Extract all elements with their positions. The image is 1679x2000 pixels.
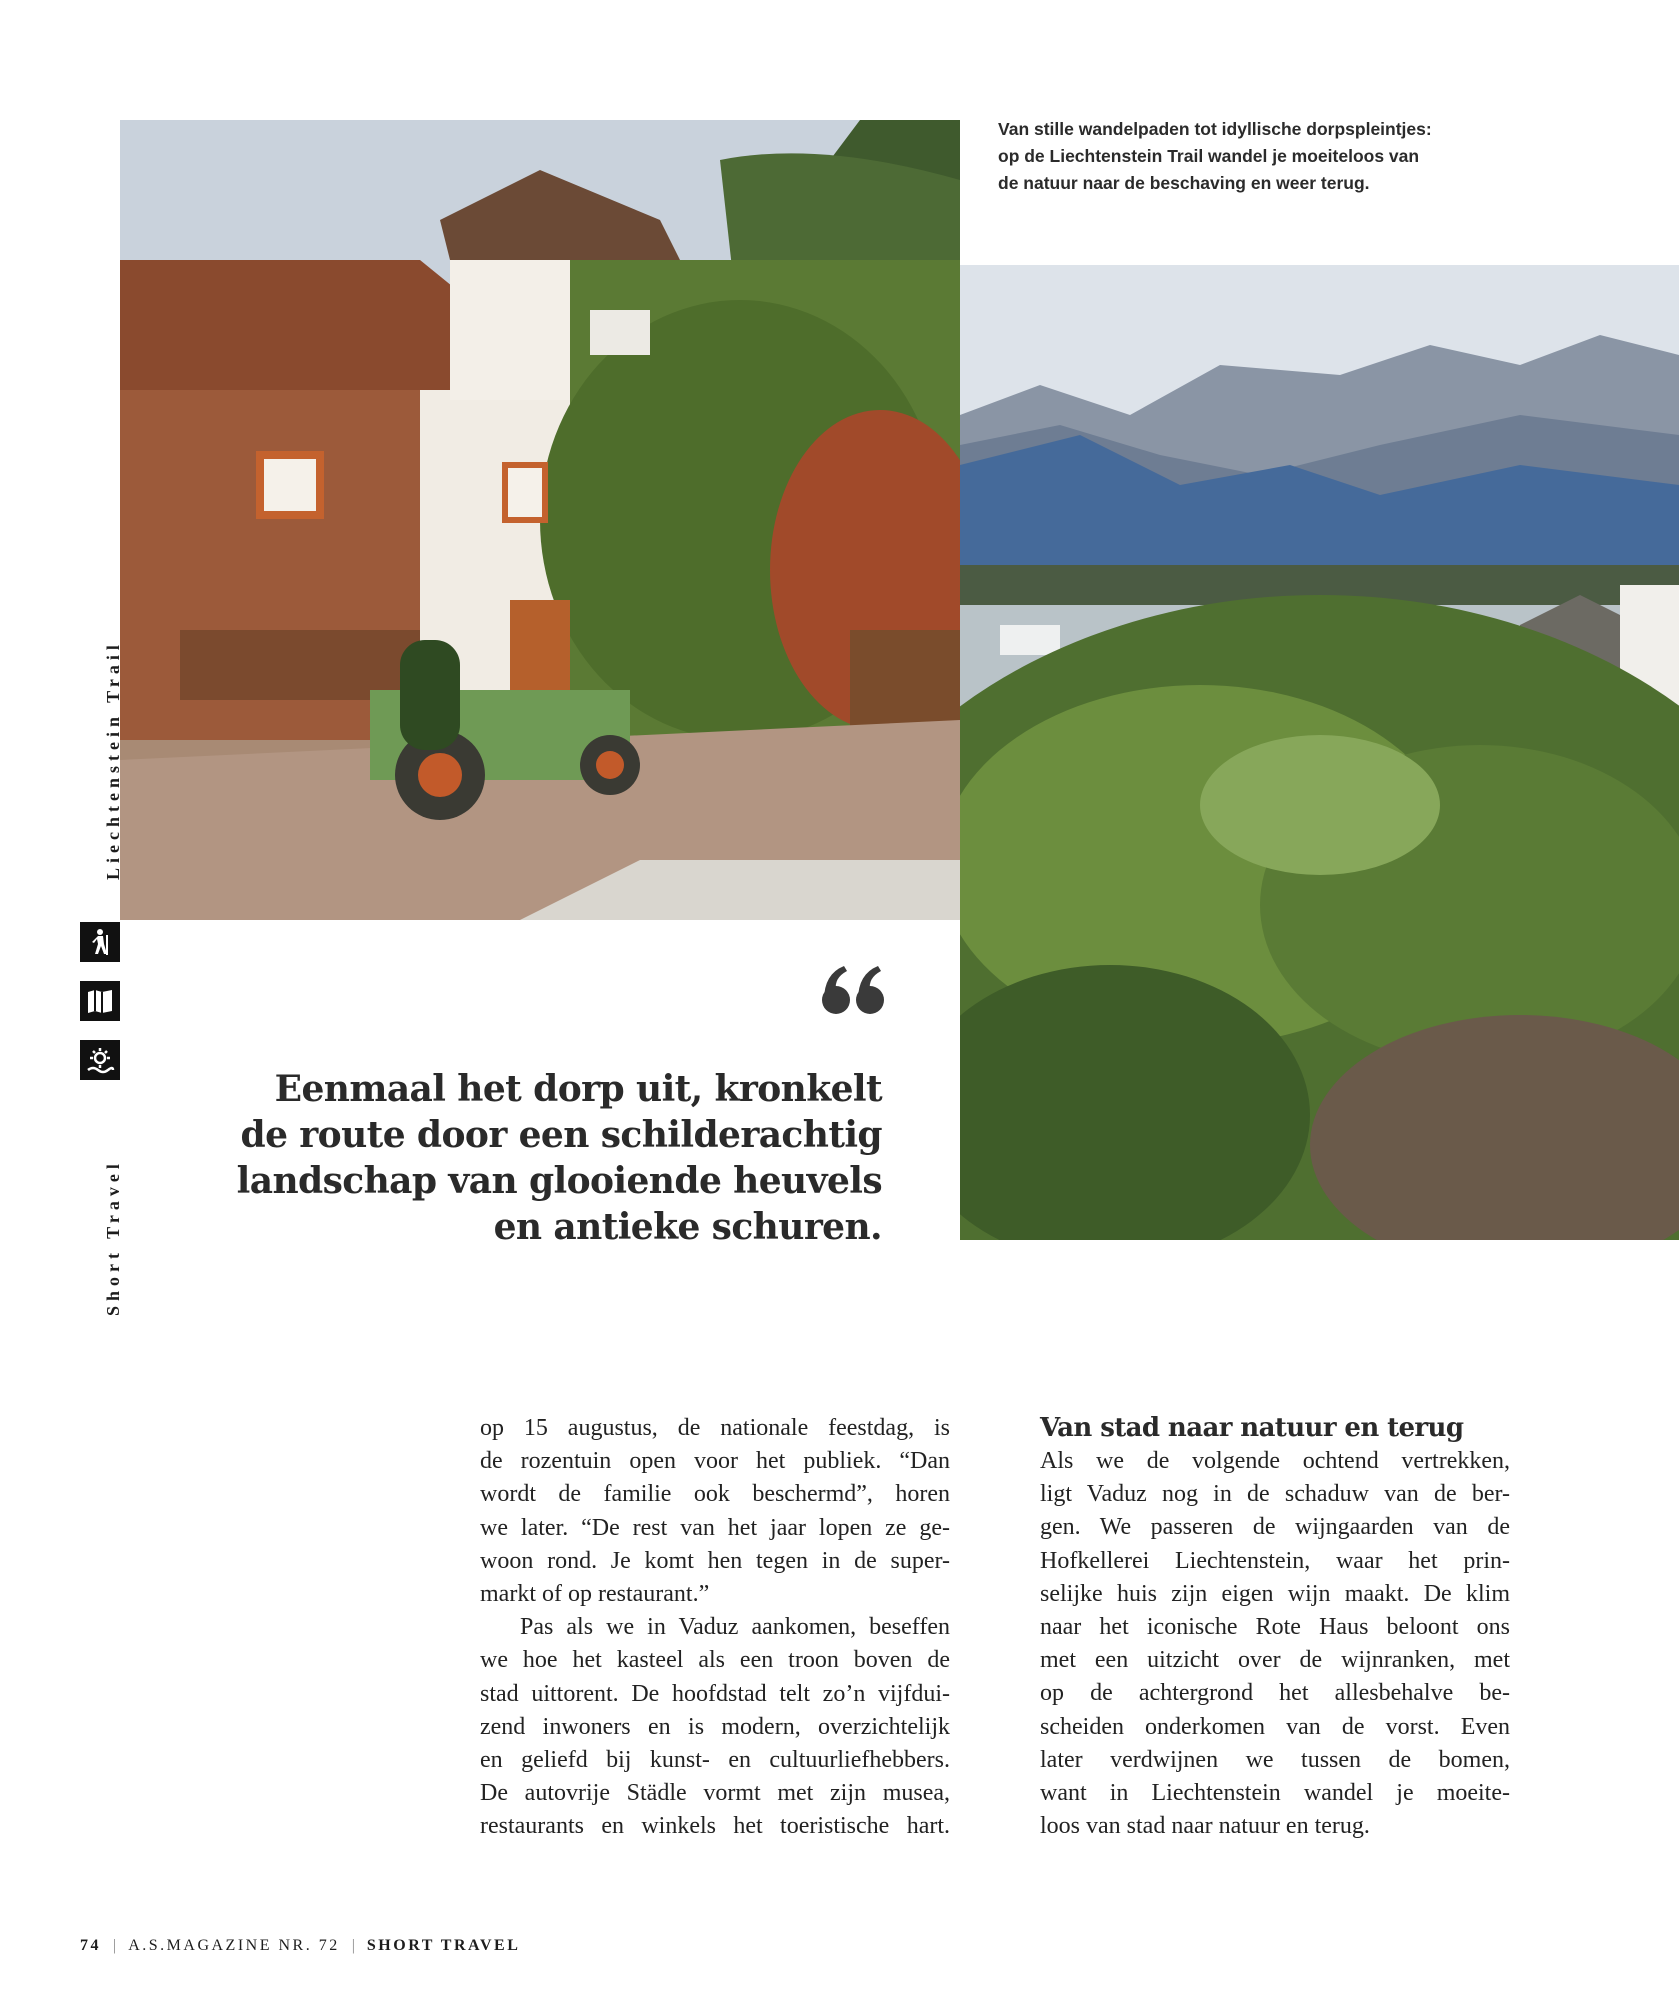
body-line: stad uittorent. De hoofdstad telt zo’n vijfdui- bbox=[480, 1680, 950, 1707]
hiker-icon bbox=[80, 922, 120, 962]
photo-valley-mountains bbox=[960, 265, 1679, 1240]
body-line: later verdwijnen we tussen de bomen, bbox=[1040, 1746, 1510, 1773]
page-footer bbox=[80, 1937, 520, 1955]
pull-quote-line: en antieke schuren. bbox=[493, 1206, 882, 1248]
body-line: en geliefd bij kunst- en cultuurliefhebbers. bbox=[480, 1747, 950, 1774]
body-line: op de achtergrond het allesbehalve be- bbox=[1040, 1680, 1510, 1707]
section-heading: Van stad naar natuur en terug bbox=[1040, 1413, 1464, 1443]
caption-line: Van stille wandelpaden tot idyllische dorpspleintjes: bbox=[998, 119, 1432, 139]
photo-caption bbox=[998, 116, 1468, 197]
body-line: Hofkellerei Liechtenstein, waar het prin- bbox=[1040, 1547, 1510, 1574]
pull-quote bbox=[170, 1066, 882, 1250]
footer-section: SHORT TRAVEL bbox=[366, 1937, 521, 1954]
body-line: gen. We passeren de wijngaarden van de bbox=[1040, 1514, 1510, 1541]
map-icon bbox=[80, 981, 120, 1021]
rail-section: Short Travel bbox=[103, 1159, 123, 1316]
body-line: De autovrije Städle vormt met zijn musea, bbox=[480, 1780, 950, 1807]
magazine-name: A.S.MAGAZINE NR. 72 bbox=[128, 1937, 340, 1954]
body-line: de rozentuin open voor het publiek. “Dan bbox=[480, 1448, 950, 1475]
photo-village-houses bbox=[120, 120, 960, 920]
body-line: markt of op restaurant.” bbox=[480, 1581, 710, 1608]
pull-quote-line: de route door een schilderachtig bbox=[240, 1114, 882, 1156]
rail-title: Liechtenstein Trail bbox=[103, 640, 123, 880]
body-line: restaurants en winkels het toeristische hart. bbox=[480, 1813, 950, 1840]
caption-line: op de Liechtenstein Trail wandel je moeiteloos van bbox=[998, 146, 1420, 166]
body-line: op 15 augustus, de nationale feestdag, is bbox=[480, 1415, 950, 1441]
body-line: we later. “De rest van het jaar lopen ze ge- bbox=[480, 1514, 950, 1541]
body-line: met een uitzicht over de wijnranken, met bbox=[1040, 1647, 1510, 1674]
body-line: wordt de familie ook beschermd”, horen bbox=[480, 1481, 950, 1508]
body-line: selijke huis zijn eigen wijn maakt. De klim bbox=[1040, 1580, 1510, 1607]
caption-line: de natuur naar de beschaving en weer terug. bbox=[998, 173, 1370, 193]
body-line: woon rond. Je komt hen tegen in de super- bbox=[480, 1547, 950, 1574]
body-line: Als we de volgende ochtend vertrekken, bbox=[1040, 1448, 1510, 1474]
body-line: loos van stad naar natuur en terug. bbox=[1040, 1813, 1370, 1840]
body-column-right bbox=[1040, 1412, 1510, 1843]
body-line: we hoe het kasteel als een troon boven de bbox=[480, 1647, 950, 1674]
quote-mark-icon bbox=[820, 960, 890, 1020]
sun-landscape-icon bbox=[80, 1040, 120, 1080]
body-line: ligt Vaduz nog in de schaduw van de ber- bbox=[1040, 1481, 1510, 1508]
body-line: want in Liechtenstein wandel je moeite- bbox=[1040, 1780, 1510, 1807]
footer-separator: | bbox=[113, 1937, 117, 1954]
body-line: naar het iconische Rote Haus beloont ons bbox=[1040, 1614, 1510, 1641]
footer-separator: | bbox=[351, 1937, 355, 1954]
pull-quote-line: Eenmaal het dorp uit, kronkelt bbox=[274, 1068, 882, 1110]
page-number: 74 bbox=[80, 1937, 101, 1954]
body-line: scheiden onderkomen van de vorst. Even bbox=[1040, 1713, 1510, 1740]
body-line: Pas als we in Vaduz aankomen, beseffen bbox=[520, 1614, 950, 1641]
pull-quote-line: landschap van glooiende heuvels bbox=[236, 1160, 882, 1202]
body-column-left bbox=[480, 1412, 950, 1844]
body-line: zend inwoners en is modern, overzichtelijk bbox=[480, 1713, 950, 1740]
